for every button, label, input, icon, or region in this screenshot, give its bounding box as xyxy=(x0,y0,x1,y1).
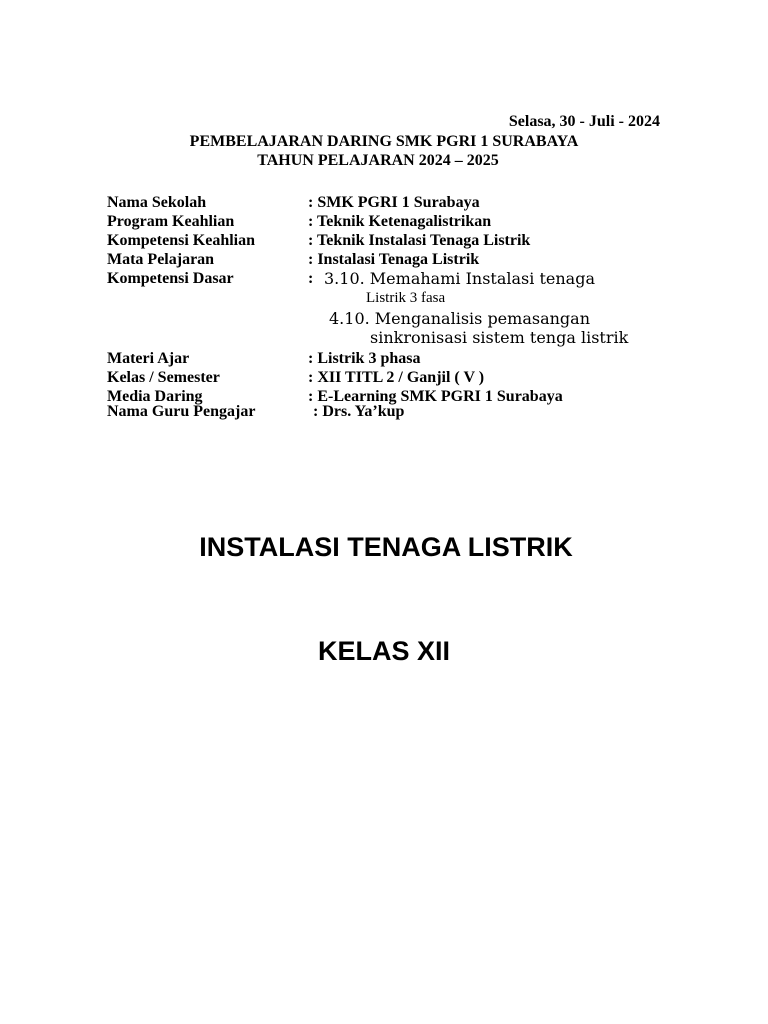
info-label: Program Keahlian xyxy=(107,213,235,230)
info-label: Nama Guru Pengajar xyxy=(107,403,256,420)
document-heading-line2: TAHUN PELAJARAN 2024 – 2025 xyxy=(257,152,499,169)
document-class: KELAS XII xyxy=(317,636,451,666)
kd2-line2: sinkronisasi sistem tenga listrik xyxy=(370,328,629,347)
info-value: : Teknik Ketenagalistrikan xyxy=(308,213,492,230)
info-label: Kompetensi Dasar xyxy=(107,270,234,287)
info-colon: : xyxy=(308,270,314,287)
info-value: : SMK PGRI 1 Surabaya xyxy=(308,194,480,211)
info-value: : Listrik 3 phasa xyxy=(308,350,421,367)
kd1-line1: 3.10. Memahami Instalasi tenaga xyxy=(324,269,595,288)
info-label: Kelas / Semester xyxy=(107,369,220,386)
info-value: : Instalasi Tenaga Listrik xyxy=(308,251,480,268)
info-label: Materi Ajar xyxy=(107,350,190,367)
kd2-line1: 4.10. Menganalisis pemasangan xyxy=(329,309,590,328)
info-value: : E-Learning SMK PGRI 1 Surabaya xyxy=(308,388,563,405)
document-heading-line1: PEMBELAJARAN DARING SMK PGRI 1 SURABAYA xyxy=(189,133,579,150)
info-label: Mata Pelajaran xyxy=(107,251,215,268)
document-date: Selasa, 30 - Juli - 2024 xyxy=(508,113,660,130)
info-label: Kompetensi Keahlian xyxy=(107,232,256,249)
kd1-line2: Listrik 3 fasa xyxy=(366,290,446,306)
info-label: Nama Sekolah xyxy=(107,194,207,211)
info-value: : Teknik Instalasi Tenaga Listrik xyxy=(308,232,531,249)
info-value: : Drs. Ya’kup xyxy=(313,403,405,420)
document-title: INSTALASI TENAGA LISTRIK xyxy=(199,532,573,562)
info-label: Media Daring xyxy=(107,388,203,405)
info-value: : XII TITL 2 / Ganjil ( V ) xyxy=(308,369,485,386)
